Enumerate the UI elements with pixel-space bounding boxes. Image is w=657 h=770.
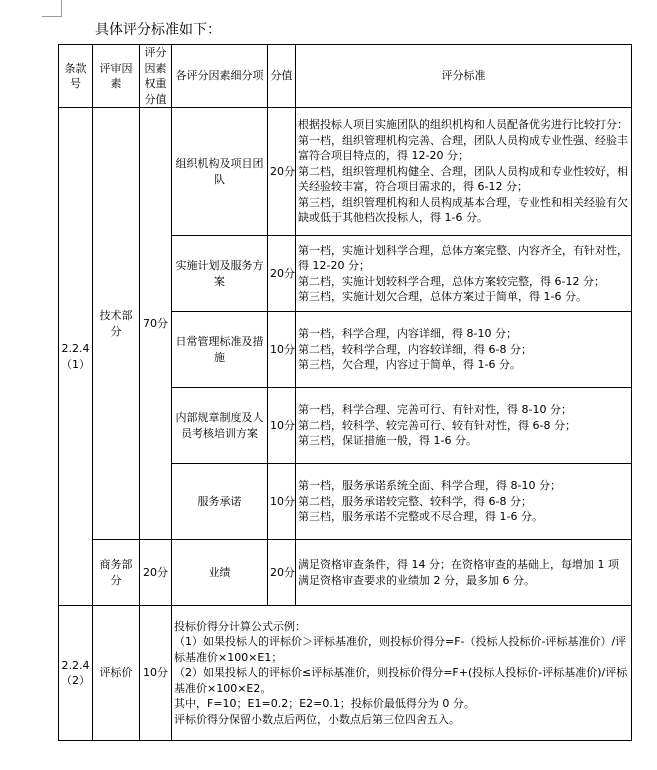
- criteria-line: 第一档，组织管理机构完善、合理，团队人员构成专业性强、经验丰富符合项目特点的，得 12-20 分；: [298, 133, 628, 163]
- header-factor: 评审因素: [93, 45, 140, 108]
- formula-line: （1）如果投标人的评标价＞评标基准价，则投标价得分=F-（投标人投标价-评标基准价）/评标基准价×100×E1；: [174, 635, 627, 664]
- scoring-table: [58, 44, 632, 741]
- criteria-line: 第一档，实施计划科学合理，总体方案完整、内容齐全，有针对性，得 12-20 分；: [298, 243, 628, 272]
- sub-item-score: 10分: [268, 464, 296, 540]
- header-sub-item: 各评分因素细分项: [172, 45, 268, 108]
- table-row: [59, 108, 632, 236]
- business-item-name: 业绩: [172, 540, 268, 606]
- business-criteria: 满足资格审查条件，得 14 分；在资格审查的基础上，每增加 1 项满足资格审查要求的业绩加 2 分，最多加 6 分。: [296, 540, 632, 606]
- header-score: 分值: [268, 45, 296, 108]
- sub-item-score: 10分: [268, 312, 296, 388]
- criteria-line: 第一档，科学合理，内容详细，得 8-10 分；: [298, 327, 517, 341]
- table-row: [59, 606, 632, 741]
- header-standard: 评分标准: [296, 45, 632, 108]
- factor-business: 商务部分: [93, 540, 140, 606]
- criteria-line: 第二档，实施计划较科学合理，总体方案较完整，得 6-12 分；: [298, 274, 605, 288]
- formula-line: 其中，F=10；E1=0.2；E2=0.1；投标价最低得分为 0 分。: [174, 697, 475, 711]
- sub-item-score: 20分: [268, 108, 296, 236]
- header-clause: 条款号: [59, 45, 93, 108]
- formula-line: 评标价得分保留小数点后两位，小数点后第三位四舍五入。: [174, 712, 460, 726]
- sub-item-score: 20分: [268, 236, 296, 312]
- sub-item-name: 日常管理标准及措施: [172, 312, 268, 388]
- sub-item-criteria: [296, 464, 632, 540]
- sub-item-name: 内部规章制度及人员考核培训方案: [172, 388, 268, 464]
- sub-item-criteria: [296, 312, 632, 388]
- criteria-line: 第二档，较科学、较完善可行、较有针对性，得 6-8 分；: [298, 418, 576, 432]
- weight-price: 10分: [140, 606, 172, 741]
- sub-item-score: 10分: [268, 388, 296, 464]
- sub-item-name: 服务承诺: [172, 464, 268, 540]
- sub-item-criteria: [296, 388, 632, 464]
- crop-mark-horizontal: [42, 16, 62, 17]
- header-row: [59, 45, 632, 108]
- formula-line: （2）如果投标人的评标价≤评标基准价，则投标价得分=F+(投标人投标价-评标基准价)/评标基准价×100×E2。: [174, 666, 628, 695]
- criteria-line: 根据投标人项目实施团队的组织机构和人员配备优劣进行比较打分：: [298, 118, 628, 132]
- criteria-line: 第三档，服务承诺不完整或不尽合理，得 1-6 分。: [298, 510, 543, 524]
- header-weight: 评分因素权重分值: [140, 45, 172, 108]
- document-heading: 具体评分标准如下：: [95, 22, 221, 38]
- sub-item-name: 实施计划及服务方案: [172, 236, 268, 312]
- sub-item-name: 组织机构及项目团队: [172, 108, 268, 236]
- criteria-line: 第三档，组织管理机构和人员构成基本合理，专业性和相关经验有欠缺或低于其他档次投标人，得 1-6 分。: [298, 195, 628, 225]
- factor-price: 评标价: [93, 606, 140, 741]
- sub-item-criteria: [296, 236, 632, 312]
- criteria-line: 第二档，较科学合理，内容较详细，得 6-8 分；: [298, 342, 532, 356]
- factor-technical: 技术部分: [93, 108, 140, 540]
- business-item-score: 20分: [268, 540, 296, 606]
- criteria-line: 第二档，服务承诺较完整、较科学，得 6-8 分；: [298, 494, 532, 508]
- crop-mark-vertical: [61, 0, 62, 16]
- formula-line: 投标价得分计算公式示例：: [174, 619, 306, 633]
- criteria-line: 第一档，服务承诺系统全面、科学合理，得 8-10 分；: [298, 479, 561, 493]
- clause-technical: 2.2.4（1）: [59, 108, 93, 606]
- table-row: [59, 540, 632, 606]
- criteria-line: 第三档，欠合理，内容过于简单，得 1-6 分。: [298, 358, 521, 372]
- criteria-line: 第一档，科学合理、完善可行、有针对性，得 8-10 分；: [298, 403, 572, 417]
- clause-price: 2.2.4（2）: [59, 606, 93, 741]
- weight-technical: 70分: [140, 108, 172, 540]
- weight-business: 20分: [140, 540, 172, 606]
- sub-item-criteria: [296, 108, 632, 236]
- criteria-line: 第三档，保证措施一般，得 1-6 分。: [298, 434, 477, 448]
- price-formula: [172, 606, 632, 741]
- criteria-line: 第二档，组织管理机构健全、合理，团队人员构成和专业性较好，相关经验较丰富，符合项目需求的，得 6-12 分；: [298, 164, 628, 194]
- criteria-line: 第三档，实施计划欠合理，总体方案过于简单，得 1-6 分。: [298, 290, 587, 303]
